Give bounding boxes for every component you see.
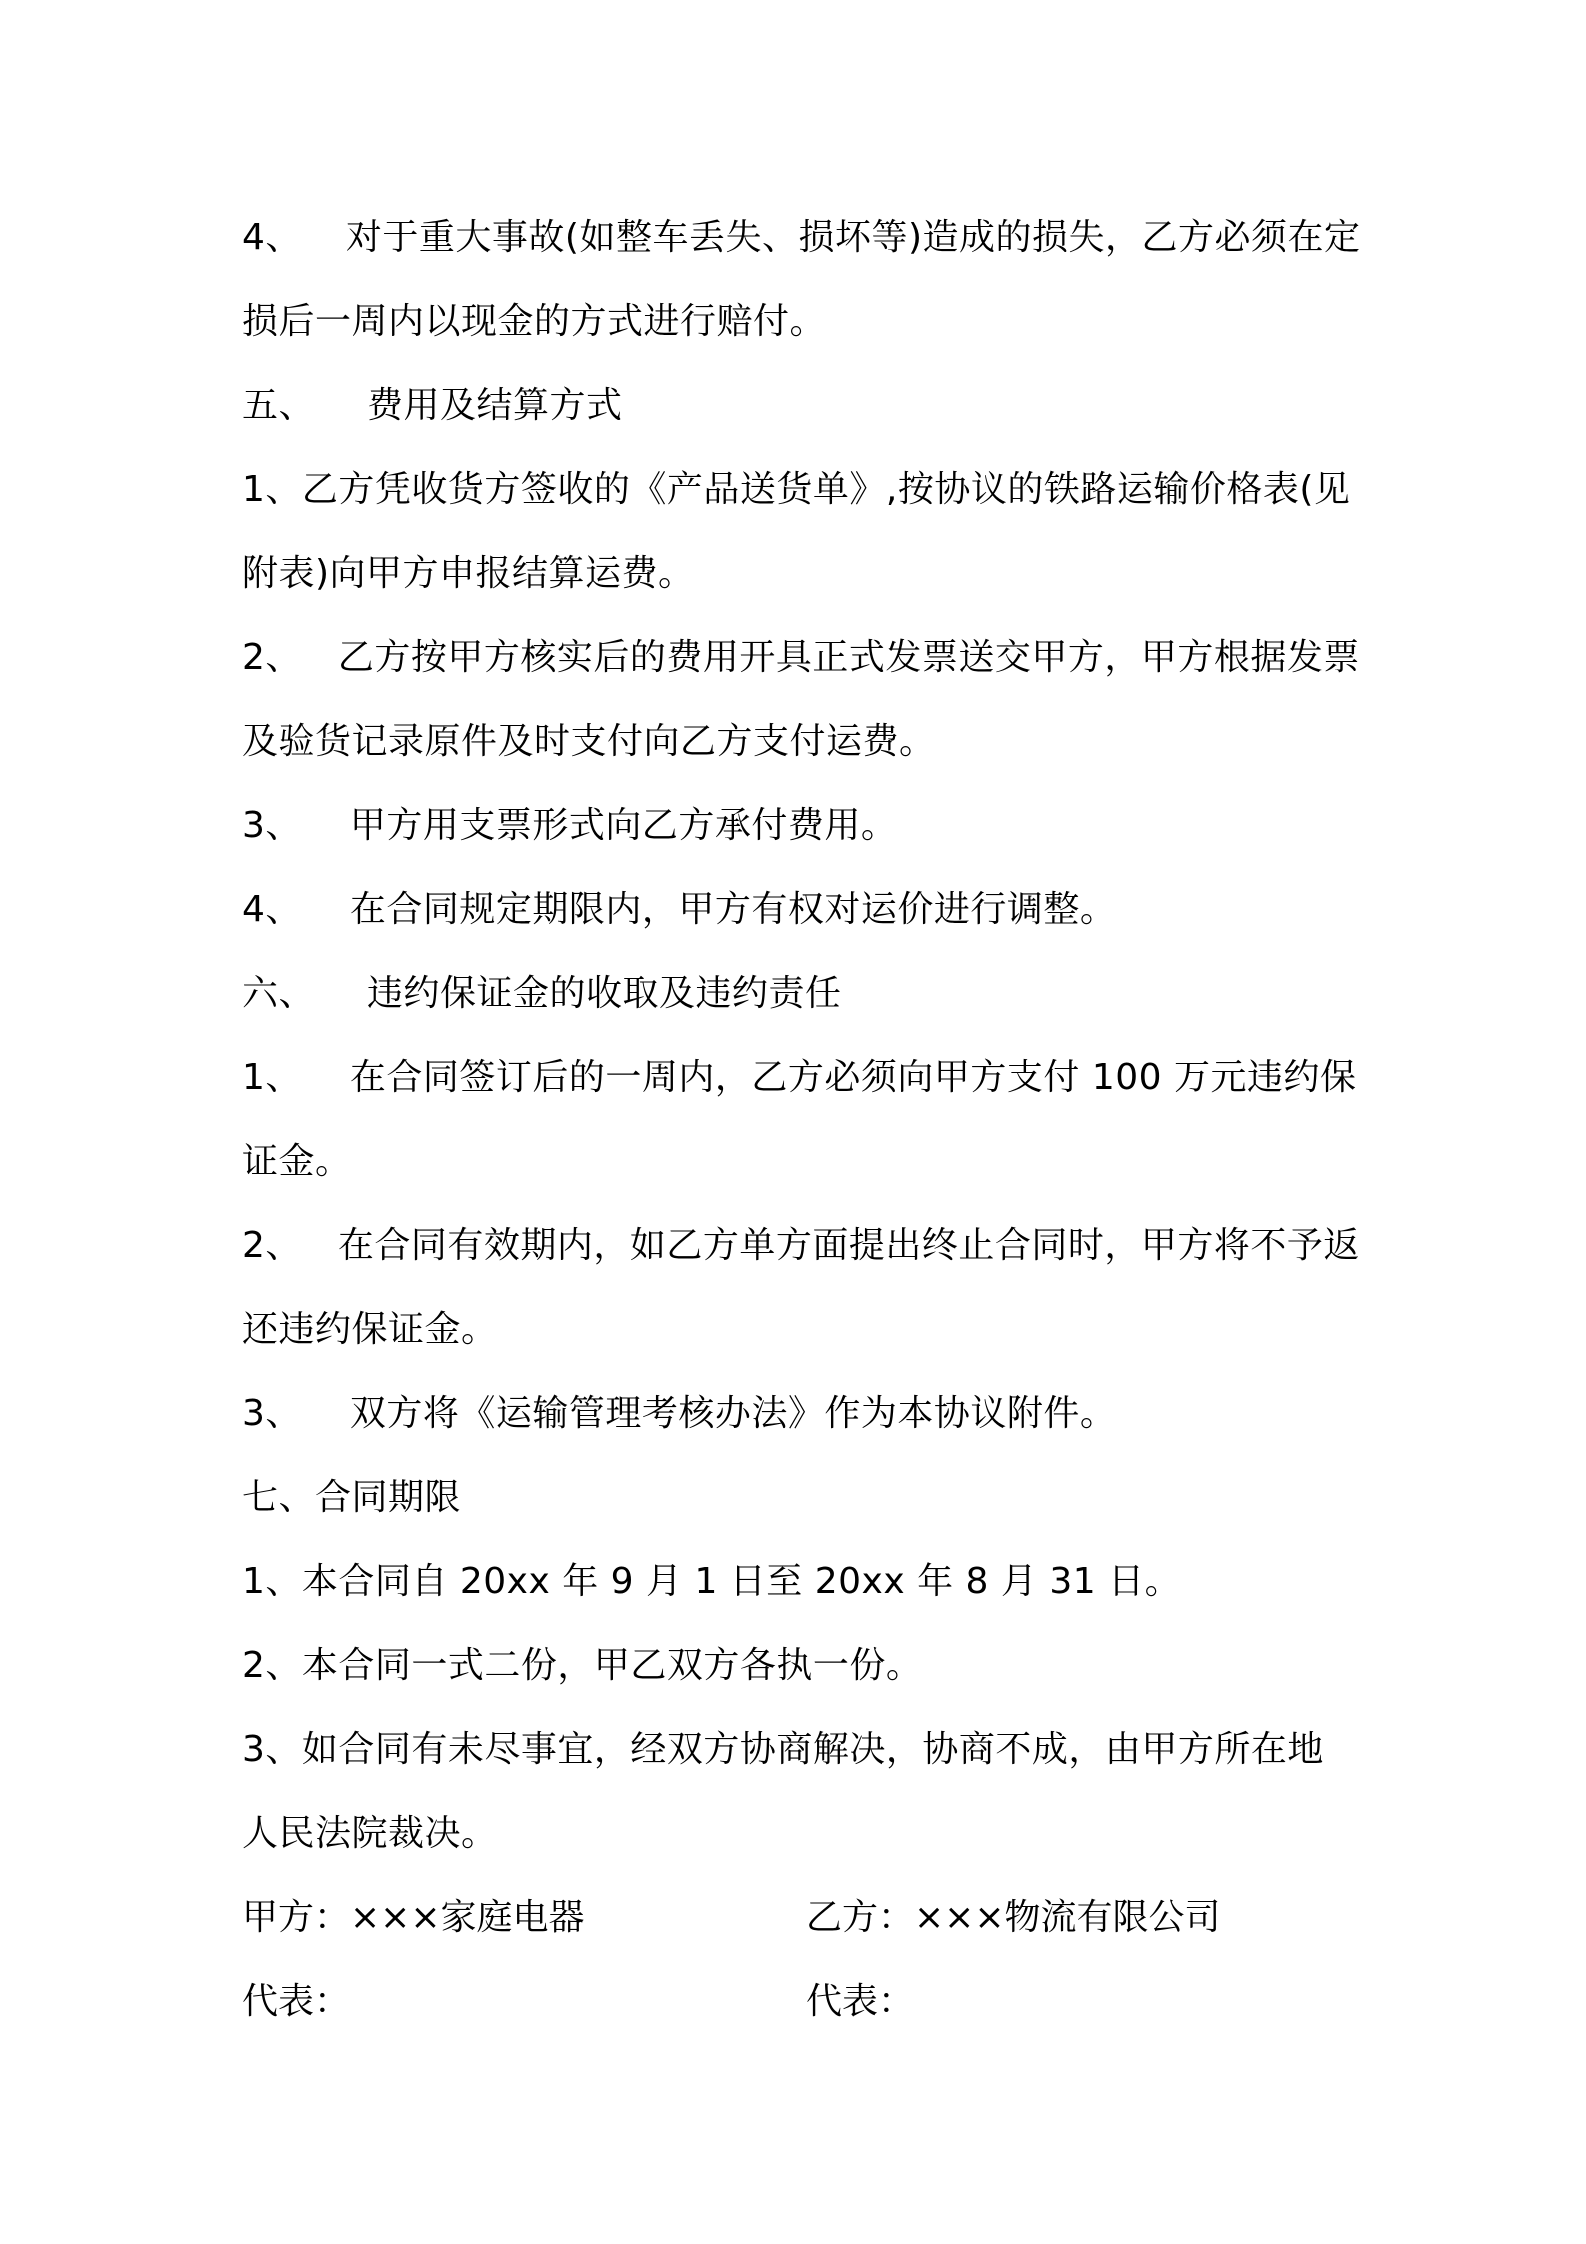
paragraph-line <box>242 700 1362 784</box>
paragraph-line <box>242 616 1362 700</box>
paragraph-line <box>242 1624 1362 1708</box>
paragraph-line <box>242 1540 1362 1624</box>
item-number: 3、 <box>242 805 302 846</box>
heading-text: 违约保证金的收取及违约责任 <box>367 973 842 1014</box>
item-number: 4、 <box>242 217 302 258</box>
paragraph-line <box>242 1204 1362 1288</box>
paragraph-line <box>242 1372 1362 1456</box>
line-text: 双方将《运输管理考核办法》作为本协议附件。 <box>349 1393 1117 1434</box>
line-text: 乙方按甲方核实后的费用开具正式发票送交甲方，甲方根据发票 <box>337 637 1360 678</box>
section-heading <box>242 364 1362 448</box>
item-number: 1、 <box>242 1057 302 1098</box>
party-b-label: 乙方：×××物流有限公司 <box>806 1897 1221 1938</box>
paragraph-line <box>242 280 1362 364</box>
paragraph-line <box>242 868 1362 952</box>
paragraph-line <box>242 448 1362 532</box>
paragraph-line <box>242 532 1362 616</box>
line-text: 对于重大事故(如整车丢失、损坏等)造成的损失，乙方必须在定 <box>345 217 1361 258</box>
line-text: 附表)向甲方申报结算运费。 <box>242 553 695 594</box>
signature-party-row <box>242 1876 1362 1960</box>
line-text: 在合同规定期限内，甲方有权对运价进行调整。 <box>349 889 1117 930</box>
item-number: 4、 <box>242 889 302 930</box>
paragraph-line <box>242 1036 1362 1120</box>
line-text: 还违约保证金。 <box>242 1309 498 1350</box>
item-number: 2、 <box>242 637 302 678</box>
line-text: 及验货记录原件及时支付向乙方支付运费。 <box>242 721 936 762</box>
line-text: 人民法院裁决。 <box>242 1813 498 1854</box>
item-number: 2、 <box>242 1225 302 1266</box>
paragraph-line <box>242 1792 1362 1876</box>
section-number: 五、 <box>242 385 316 426</box>
signature-representative-row <box>242 1960 1362 2044</box>
heading-text: 费用及结算方式 <box>367 385 623 426</box>
paragraph-line <box>242 1120 1362 1204</box>
line-text: 甲方用支票形式向乙方承付费用。 <box>349 805 898 846</box>
paragraph-line <box>242 196 1362 280</box>
heading-text: 七、合同期限 <box>242 1477 462 1518</box>
party-a-representative: 代表： <box>242 1981 351 2022</box>
line-text: 在合同有效期内，如乙方单方面提出终止合同时，甲方将不予返 <box>337 1225 1360 1266</box>
line-text: 3、如合同有未尽事宜，经双方协商解决，协商不成，由甲方所在地 <box>242 1729 1324 1770</box>
line-text: 1、乙方凭收货方签收的《产品送货单》,按协议的铁路运输价格表(见 <box>242 469 1351 510</box>
line-text: 2、本合同一式二份，甲乙双方各执一份。 <box>242 1645 923 1686</box>
line-text: 证金。 <box>242 1141 352 1182</box>
party-b-representative: 代表： <box>806 1981 915 2022</box>
party-a-label: 甲方：×××家庭电器 <box>242 1897 585 1938</box>
line-text: 损后一周内以现金的方式进行赔付。 <box>242 301 827 342</box>
paragraph-line <box>242 1708 1362 1792</box>
section-number: 六、 <box>242 973 316 1014</box>
line-text: 在合同签订后的一周内，乙方必须向甲方支付 100 万元违约保 <box>349 1057 1357 1098</box>
document-body <box>242 196 1362 2044</box>
paragraph-line <box>242 1288 1362 1372</box>
line-text: 1、本合同自 20xx 年 9 月 1 日至 20xx 年 8 月 31 日。 <box>242 1561 1182 1602</box>
section-heading <box>242 952 1362 1036</box>
section-heading <box>242 1456 1362 1540</box>
paragraph-line <box>242 784 1362 868</box>
item-number: 3、 <box>242 1393 302 1434</box>
